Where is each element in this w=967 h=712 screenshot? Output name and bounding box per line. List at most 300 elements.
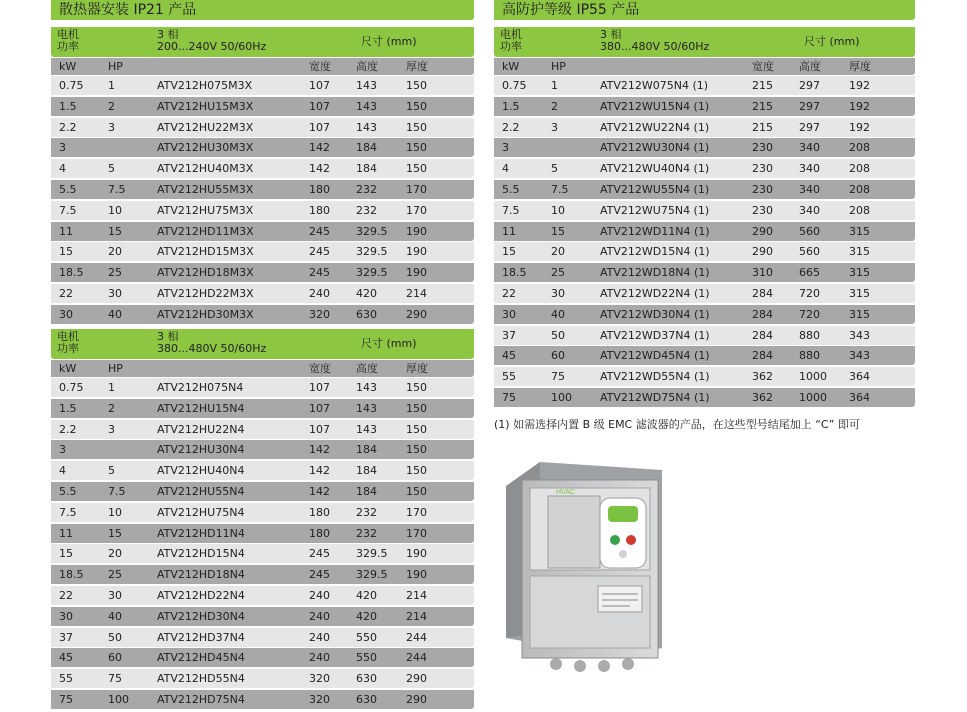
table-row [51, 440, 474, 459]
power-label: 功率 [500, 40, 522, 53]
subheader-depth: 厚度 [406, 60, 428, 73]
cell-kw: 11 [502, 224, 516, 238]
table-row [51, 378, 474, 397]
cell-hp: 30 [108, 589, 122, 602]
cell-width: 107 [309, 120, 330, 134]
subheader-width: 宽度 [752, 60, 774, 73]
subheader-kw: kW [59, 60, 77, 73]
cell-model: ATV212HD30N4 [157, 609, 245, 623]
column-subheader [51, 58, 474, 75]
cell-kw: 55 [502, 370, 516, 384]
table-row [51, 482, 474, 501]
cell-kw: 5.5 [59, 485, 77, 498]
cell-width: 107 [309, 99, 330, 113]
cell-hp: 50 [108, 630, 122, 644]
cell-hp: 60 [551, 349, 565, 363]
table-row [51, 461, 474, 480]
cell-height: 630 [356, 693, 377, 706]
cell-depth: 190 [406, 224, 427, 238]
cell-height: 143 [356, 79, 377, 92]
cell-model: ATV212H075M3X [157, 79, 253, 92]
subheader-hp: HP [551, 60, 566, 73]
table-row [494, 263, 915, 282]
cell-model: ATV212HU22N4 [157, 422, 245, 436]
cell-kw: 5.5 [59, 183, 77, 196]
cell-kw: 5.5 [502, 183, 520, 196]
cell-width: 240 [309, 651, 330, 665]
cell-width: 310 [752, 266, 773, 280]
table-row [494, 284, 915, 303]
cell-hp: 75 [108, 672, 122, 686]
cell-height: 550 [356, 630, 377, 644]
cell-hp: 40 [551, 307, 565, 321]
cell-hp: 75 [551, 370, 565, 384]
table-row [51, 565, 474, 584]
subheader-hp: HP [108, 362, 123, 375]
cell-model: ATV212WU40N4 (1) [600, 162, 710, 176]
cell-height: 720 [799, 287, 820, 300]
table-row [51, 628, 474, 647]
cell-height: 329.5 [356, 547, 388, 561]
column-subheader [494, 58, 915, 75]
table-row [51, 399, 474, 418]
cell-model: ATV212HD22M3X [157, 287, 254, 300]
table-row [494, 388, 915, 407]
cell-depth: 343 [849, 328, 870, 342]
cell-width: 284 [752, 307, 773, 321]
cell-hp: 7.5 [551, 183, 569, 196]
voltage-label: 200...240V 50/60Hz [157, 40, 267, 53]
cell-depth: 364 [849, 391, 870, 404]
cell-kw: 7.5 [59, 505, 77, 519]
cell-hp: 30 [551, 287, 565, 300]
table-row [51, 97, 474, 116]
cell-model: ATV212HU40M3X [157, 162, 254, 176]
cell-kw: 45 [502, 349, 516, 363]
cell-kw: 1.5 [59, 401, 77, 415]
cell-height: 630 [356, 672, 377, 686]
cell-kw: 22 [59, 287, 73, 300]
cell-hp: 15 [108, 526, 122, 540]
cell-height: 560 [799, 224, 820, 238]
cell-width: 245 [309, 547, 330, 561]
cell-kw: 30 [502, 307, 516, 321]
drive-product-image [500, 458, 666, 676]
cell-height: 143 [356, 422, 377, 436]
table-row [51, 118, 474, 137]
subheader-kw: kW [502, 60, 520, 73]
table-row [494, 222, 915, 241]
table-row [51, 263, 474, 282]
cell-width: 180 [309, 505, 330, 519]
cell-depth: 170 [406, 203, 427, 217]
cell-hp: 20 [108, 547, 122, 561]
cell-depth: 192 [849, 79, 870, 92]
table-row [51, 159, 474, 178]
cell-height: 340 [799, 203, 820, 217]
dimensions-heading: 尺寸 (mm) [804, 35, 860, 48]
table-row [494, 305, 915, 324]
cell-kw: 22 [59, 589, 73, 602]
cell-width: 240 [309, 609, 330, 623]
cell-hp: 1 [108, 79, 115, 92]
cell-width: 320 [309, 693, 330, 706]
table-row [51, 222, 474, 241]
cell-kw: 45 [59, 651, 73, 665]
table-row [494, 97, 915, 116]
cell-hp: 40 [108, 609, 122, 623]
cell-model: ATV212HU75M3X [157, 203, 254, 217]
cell-depth: 150 [406, 443, 427, 457]
cell-depth: 244 [406, 651, 427, 665]
cell-width: 240 [309, 589, 330, 602]
cell-model: ATV212WD55N4 (1) [600, 370, 710, 384]
cell-width: 240 [309, 287, 330, 300]
phase-label: 3 相 [157, 28, 179, 41]
cell-depth: 150 [406, 162, 427, 176]
cell-height: 143 [356, 99, 377, 113]
cell-hp: 20 [108, 245, 122, 259]
ip21-title: 散热器安装 IP21 产品 [51, 0, 474, 20]
cell-kw: 15 [502, 245, 516, 259]
cell-height: 340 [799, 183, 820, 196]
cell-width: 142 [309, 162, 330, 176]
cell-hp: 3 [108, 120, 115, 134]
cell-depth: 208 [849, 183, 870, 196]
cell-depth: 192 [849, 120, 870, 134]
motor-power-heading [57, 331, 79, 355]
cell-height: 143 [356, 401, 377, 415]
cell-model: ATV212WD30N4 (1) [600, 307, 710, 321]
power-label: 功率 [57, 342, 79, 355]
table-row [494, 242, 915, 261]
cell-width: 284 [752, 287, 773, 300]
cell-width: 245 [309, 245, 330, 259]
cell-kw: 7.5 [502, 203, 520, 217]
subheader-kw: kW [59, 362, 77, 375]
cell-depth: 150 [406, 381, 427, 394]
cell-hp: 25 [551, 266, 565, 280]
cell-width: 107 [309, 422, 330, 436]
table-row [51, 648, 474, 667]
cell-hp: 10 [108, 203, 122, 217]
cell-width: 290 [752, 224, 773, 238]
cell-height: 665 [799, 266, 820, 280]
cell-kw: 4 [502, 162, 509, 176]
cell-depth: 315 [849, 224, 870, 238]
cell-depth: 315 [849, 245, 870, 259]
cell-width: 245 [309, 568, 330, 582]
cell-model: ATV212HD15M3X [157, 245, 254, 259]
table-row [494, 180, 915, 199]
cell-depth: 208 [849, 203, 870, 217]
cell-kw: 55 [59, 672, 73, 686]
table-row [51, 586, 474, 605]
subheader-height: 高度 [356, 60, 378, 73]
cell-model: ATV212HD75N4 [157, 693, 245, 706]
cell-width: 320 [309, 672, 330, 686]
cell-model: ATV212WD18N4 (1) [600, 266, 710, 280]
cell-width: 284 [752, 328, 773, 342]
cell-depth: 343 [849, 349, 870, 363]
cell-model: ATV212HD45N4 [157, 651, 245, 665]
cell-model: ATV212H075N4 [157, 381, 244, 394]
table-row [51, 76, 474, 95]
cell-kw: 11 [59, 526, 73, 540]
cell-hp: 10 [551, 203, 565, 217]
cell-model: ATV212WU55N4 (1) [600, 183, 710, 196]
table-row [494, 159, 915, 178]
cell-model: ATV212HU40N4 [157, 464, 245, 478]
phase-label: 3 相 [600, 28, 622, 41]
cell-height: 143 [356, 120, 377, 134]
table-row [51, 690, 474, 709]
cell-hp: 100 [551, 391, 572, 404]
cell-kw: 1.5 [502, 99, 520, 113]
motor-label: 电机 [500, 28, 522, 41]
cell-height: 184 [356, 485, 377, 498]
cell-depth: 290 [406, 693, 427, 706]
cell-height: 232 [356, 203, 377, 217]
cell-hp: 2 [108, 401, 115, 415]
cell-hp: 3 [551, 120, 558, 134]
footnote: (1) 如需选择内置 B 级 EMC 滤波器的产品，在这些型号结尾加上 “C” 即可 [494, 418, 861, 431]
table-row [51, 544, 474, 563]
cell-model: ATV212W075N4 (1) [600, 79, 709, 92]
cell-model: ATV212HU55N4 [157, 485, 245, 498]
cell-hp: 2 [108, 99, 115, 113]
cell-width: 180 [309, 203, 330, 217]
cell-width: 107 [309, 381, 330, 394]
subheader-depth: 厚度 [849, 60, 871, 73]
table-row [494, 326, 915, 345]
table-row [51, 284, 474, 303]
cell-hp: 30 [108, 287, 122, 300]
cell-depth: 315 [849, 266, 870, 280]
cell-width: 362 [752, 391, 773, 404]
dimensions-heading: 尺寸 (mm) [361, 337, 417, 350]
cell-kw: 2.2 [59, 422, 77, 436]
cell-depth: 150 [406, 422, 427, 436]
cell-hp: 15 [551, 224, 565, 238]
cell-height: 420 [356, 609, 377, 623]
cell-depth: 315 [849, 307, 870, 321]
power-label: 功率 [57, 40, 79, 53]
table-row [51, 180, 474, 199]
cell-width: 107 [309, 401, 330, 415]
cell-kw: 18.5 [59, 568, 84, 582]
cell-height: 329.5 [356, 568, 388, 582]
cell-height: 184 [356, 443, 377, 457]
hvac-label: HVAC [556, 489, 575, 496]
cell-height: 184 [356, 464, 377, 478]
phase-voltage-heading [157, 29, 266, 53]
cell-kw: 0.75 [59, 79, 84, 92]
cell-width: 142 [309, 485, 330, 498]
cell-kw: 15 [59, 547, 73, 561]
cell-kw: 30 [59, 307, 73, 321]
cell-height: 880 [799, 328, 820, 342]
cell-height: 340 [799, 162, 820, 176]
cell-model: ATV212WD15N4 (1) [600, 245, 710, 259]
table-row [494, 76, 915, 95]
table-row [51, 420, 474, 439]
cell-model: ATV212HD18N4 [157, 568, 245, 582]
cell-width: 215 [752, 99, 773, 113]
cell-height: 720 [799, 307, 820, 321]
cell-model: ATV212WU15N4 (1) [600, 99, 710, 113]
cell-depth: 170 [406, 526, 427, 540]
cell-width: 180 [309, 526, 330, 540]
cell-width: 142 [309, 443, 330, 457]
cell-depth: 208 [849, 141, 870, 155]
cell-model: ATV212HD18M3X [157, 266, 254, 280]
cell-width: 284 [752, 349, 773, 363]
cell-depth: 208 [849, 162, 870, 176]
table-row [51, 138, 474, 157]
cell-model: ATV212HU22M3X [157, 120, 254, 134]
cell-depth: 290 [406, 307, 427, 321]
motor-label: 电机 [57, 330, 79, 343]
cell-width: 290 [752, 245, 773, 259]
cell-model: ATV212WD22N4 (1) [600, 287, 710, 300]
cell-depth: 190 [406, 547, 427, 561]
cell-kw: 3 [59, 141, 66, 155]
cell-depth: 150 [406, 401, 427, 415]
cell-hp: 1 [108, 381, 115, 394]
cell-hp: 1 [551, 79, 558, 92]
subheader-height: 高度 [799, 60, 821, 73]
cell-depth: 192 [849, 99, 870, 113]
cell-model: ATV212HU30M3X [157, 141, 254, 155]
cell-model: ATV212HD55N4 [157, 672, 245, 686]
cell-depth: 150 [406, 99, 427, 113]
cell-width: 230 [752, 141, 773, 155]
cell-model: ATV212HD15N4 [157, 547, 245, 561]
cell-kw: 18.5 [502, 266, 527, 280]
cell-model: ATV212WU75N4 (1) [600, 203, 710, 217]
cell-hp: 5 [551, 162, 558, 176]
cell-kw: 1.5 [59, 99, 77, 113]
cell-depth: 150 [406, 485, 427, 498]
subheader-width: 宽度 [309, 362, 331, 375]
cell-kw: 18.5 [59, 266, 84, 280]
phase-label: 3 相 [157, 330, 179, 343]
cell-height: 329.5 [356, 224, 388, 238]
cell-height: 420 [356, 287, 377, 300]
cell-depth: 214 [406, 609, 427, 623]
cell-hp: 40 [108, 307, 122, 321]
cell-height: 1000 [799, 370, 827, 384]
cell-model: ATV212HU30N4 [157, 443, 245, 457]
subheader-depth: 厚度 [406, 362, 428, 375]
table-row [51, 607, 474, 626]
table-row [51, 669, 474, 688]
cell-hp: 10 [108, 505, 122, 519]
cell-width: 320 [309, 307, 330, 321]
cell-kw: 4 [59, 162, 66, 176]
cell-hp: 15 [108, 224, 122, 238]
cell-height: 184 [356, 141, 377, 155]
cell-hp: 5 [108, 162, 115, 176]
cell-depth: 170 [406, 505, 427, 519]
cell-model: ATV212HU75N4 [157, 505, 245, 519]
table-row [51, 503, 474, 522]
cell-hp: 25 [108, 266, 122, 280]
table-row [494, 118, 915, 137]
cell-model: ATV212WD75N4 (1) [600, 391, 710, 404]
cell-kw: 0.75 [59, 381, 84, 394]
cell-width: 215 [752, 79, 773, 92]
cell-kw: 4 [59, 464, 66, 478]
cell-kw: 0.75 [502, 79, 527, 92]
cell-kw: 2.2 [502, 120, 520, 134]
cell-depth: 244 [406, 630, 427, 644]
cell-kw: 3 [502, 141, 509, 155]
cell-width: 142 [309, 141, 330, 155]
cell-width: 215 [752, 120, 773, 134]
cell-model: ATV212WU22N4 (1) [600, 120, 710, 134]
cell-height: 232 [356, 183, 377, 196]
cell-height: 560 [799, 245, 820, 259]
cell-width: 245 [309, 266, 330, 280]
cell-height: 340 [799, 141, 820, 155]
cell-height: 1000 [799, 391, 827, 404]
table-row [51, 242, 474, 261]
cell-model: ATV212HD22N4 [157, 589, 245, 602]
cell-height: 550 [356, 651, 377, 665]
cell-height: 232 [356, 505, 377, 519]
cell-hp: 100 [108, 693, 129, 706]
cell-height: 184 [356, 162, 377, 176]
cell-depth: 315 [849, 287, 870, 300]
cell-height: 420 [356, 589, 377, 602]
subheader-width: 宽度 [309, 60, 331, 73]
cell-width: 180 [309, 183, 330, 196]
ip55-title: 高防护等级 IP55 产品 [494, 0, 915, 20]
cell-width: 107 [309, 79, 330, 92]
cell-kw: 30 [59, 609, 73, 623]
cell-kw: 2.2 [59, 120, 77, 134]
table-row [494, 138, 915, 157]
cell-depth: 190 [406, 266, 427, 280]
table-row [51, 305, 474, 324]
cell-width: 245 [309, 224, 330, 238]
cell-hp: 3 [108, 422, 115, 436]
cell-model: ATV212HU15M3X [157, 99, 254, 113]
cell-model: ATV212WD11N4 (1) [600, 224, 710, 238]
cell-model: ATV212HU55M3X [157, 183, 254, 196]
cell-kw: 37 [502, 328, 516, 342]
table-row [51, 524, 474, 543]
subheader-hp: HP [108, 60, 123, 73]
table-row [51, 201, 474, 220]
cell-hp: 5 [108, 464, 115, 478]
cell-width: 240 [309, 630, 330, 644]
phase-voltage-heading [600, 29, 709, 53]
motor-power-heading [500, 29, 522, 53]
cell-height: 297 [799, 99, 820, 113]
cell-depth: 214 [406, 287, 427, 300]
cell-model: ATV212HD11N4 [157, 526, 245, 540]
voltage-label: 380...480V 50/60Hz [157, 342, 267, 355]
cell-model: ATV212WD45N4 (1) [600, 349, 710, 363]
cell-height: 880 [799, 349, 820, 363]
cell-hp: 50 [551, 328, 565, 342]
cell-depth: 364 [849, 370, 870, 384]
cell-kw: 75 [59, 693, 73, 706]
cell-hp: 25 [108, 568, 122, 582]
